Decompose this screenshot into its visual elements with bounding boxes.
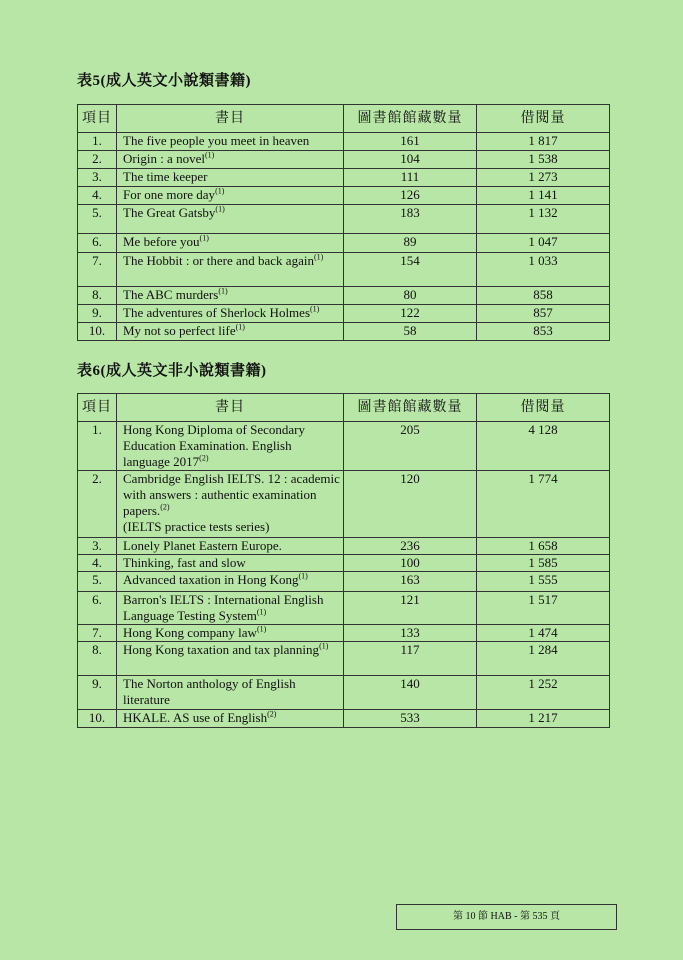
row-number: 9. [78, 676, 117, 710]
row-number: 3. [78, 169, 117, 187]
table5-adult-english-fiction [77, 104, 610, 341]
book-title: Hong Kong company law [123, 625, 257, 640]
table-row [78, 205, 610, 234]
loan-count: 1 774 [477, 471, 610, 538]
table-row [78, 234, 610, 253]
book-title-cell [117, 625, 344, 642]
table-row [78, 676, 610, 710]
book-title-cell [117, 253, 344, 287]
book-title: The Great Gatsby [123, 205, 216, 220]
table-row [78, 625, 610, 642]
col-header-item: 項目 [78, 105, 117, 133]
footnote-marker: (1) [319, 641, 329, 651]
holdings-count: 126 [344, 187, 477, 205]
row-number: 8. [78, 642, 117, 676]
col-header-title: 書目 [117, 105, 344, 133]
holdings-count: 89 [344, 234, 477, 253]
footnote-marker: (1) [215, 204, 225, 214]
holdings-count: 120 [344, 471, 477, 538]
loan-count: 1 284 [477, 642, 610, 676]
book-title: Barron's IELTS : International English Language Testing System [123, 592, 324, 623]
footnote-marker: (1) [313, 252, 324, 262]
row-number: 1. [78, 422, 117, 471]
table5-body [78, 133, 610, 341]
holdings-count: 121 [344, 592, 477, 625]
book-title-cell [117, 592, 344, 625]
footnote-marker: (1) [256, 624, 267, 634]
table6-body [78, 422, 610, 728]
footnote-marker: (1) [199, 233, 209, 243]
book-title: Advanced taxation in Hong Kong [123, 572, 299, 587]
holdings-count: 163 [344, 572, 477, 592]
table-row [78, 253, 610, 287]
row-number: 9. [78, 305, 117, 323]
book-title-cell [117, 234, 344, 253]
row-number: 10. [78, 323, 117, 341]
table-row [78, 592, 610, 625]
holdings-count: 183 [344, 205, 477, 234]
row-number: 6. [78, 592, 117, 625]
book-title: Hong Kong Diploma of Secondary Education Examination. English language 2017 [123, 422, 305, 469]
col-header-title: 書目 [117, 394, 344, 422]
holdings-count: 111 [344, 169, 477, 187]
col-header-loans: 借閱量 [477, 105, 610, 133]
loan-count: 1 252 [477, 676, 610, 710]
loan-count: 1 585 [477, 555, 610, 572]
holdings-count: 205 [344, 422, 477, 471]
row-number: 6. [78, 234, 117, 253]
row-number: 1. [78, 133, 117, 151]
book-title-cell [117, 169, 344, 187]
loan-count: 1 033 [477, 253, 610, 287]
table6-header-row [78, 394, 610, 422]
book-series: (IELTS practice tests series) [123, 519, 270, 534]
table-row [78, 538, 610, 555]
footnote-marker: (1) [235, 322, 245, 332]
book-title-cell [117, 538, 344, 555]
table6-heading: 表6(成人英文非小說類書籍) [77, 363, 267, 379]
book-title: HKALE. AS use of English [123, 710, 268, 725]
book-title: Hong Kong taxation and tax planning [123, 642, 320, 657]
row-number: 2. [78, 151, 117, 169]
holdings-count: 161 [344, 133, 477, 151]
footnote-marker: (2) [160, 502, 170, 512]
holdings-count: 140 [344, 676, 477, 710]
table-row [78, 187, 610, 205]
holdings-count: 133 [344, 625, 477, 642]
book-title-cell [117, 572, 344, 592]
table-row [78, 555, 610, 572]
loan-count: 1 658 [477, 538, 610, 555]
loan-count: 857 [477, 305, 610, 323]
footnote-marker: (1) [256, 607, 267, 617]
page-footer: 第 10 節 HAB - 第 535 頁 [396, 904, 617, 930]
book-title-cell [117, 676, 344, 710]
loan-count: 4 128 [477, 422, 610, 471]
book-title: Me before you [123, 234, 200, 249]
book-title-cell [117, 133, 344, 151]
table5-heading: 表5(成人英文小說類書籍) [77, 73, 251, 89]
book-title-cell [117, 205, 344, 234]
footnote-marker: (1) [298, 571, 308, 581]
row-number: 8. [78, 287, 117, 305]
row-number: 10. [78, 710, 117, 728]
loan-count: 1 132 [477, 205, 610, 234]
book-title: The Hobbit : or there and back again [123, 253, 314, 268]
book-title-cell [117, 422, 344, 471]
loan-count: 1 141 [477, 187, 610, 205]
holdings-count: 236 [344, 538, 477, 555]
table6-adult-english-nonfiction [77, 393, 610, 728]
book-title-cell [117, 287, 344, 305]
loan-count: 858 [477, 287, 610, 305]
col-header-loans: 借閱量 [477, 394, 610, 422]
row-number: 7. [78, 253, 117, 287]
loan-count: 1 555 [477, 572, 610, 592]
book-title: The time keeper [123, 169, 208, 184]
table-row [78, 305, 610, 323]
row-number: 3. [78, 538, 117, 555]
footnote-marker: (2) [267, 709, 277, 719]
book-title-cell [117, 710, 344, 728]
holdings-count: 122 [344, 305, 477, 323]
loan-count: 1 047 [477, 234, 610, 253]
loan-count: 1 474 [477, 625, 610, 642]
table-row [78, 133, 610, 151]
book-title-cell [117, 187, 344, 205]
book-title-cell [117, 471, 344, 538]
row-number: 5. [78, 572, 117, 592]
holdings-count: 154 [344, 253, 477, 287]
col-header-holdings: 圖書館館藏數量 [344, 105, 477, 133]
loan-count: 1 273 [477, 169, 610, 187]
loan-count: 1 538 [477, 151, 610, 169]
book-title: The ABC murders [123, 287, 219, 302]
holdings-count: 100 [344, 555, 477, 572]
table5-header-row [78, 105, 610, 133]
row-number: 4. [78, 187, 117, 205]
book-title-cell [117, 642, 344, 676]
holdings-count: 117 [344, 642, 477, 676]
book-title: For one more day [123, 187, 216, 202]
holdings-count: 533 [344, 710, 477, 728]
book-title-cell [117, 323, 344, 341]
table-row [78, 710, 610, 728]
book-title-cell [117, 305, 344, 323]
loan-count: 1 217 [477, 710, 610, 728]
book-title: Thinking, fast and slow [123, 555, 246, 570]
footnote-marker: (1) [218, 286, 228, 296]
loan-count: 1 517 [477, 592, 610, 625]
footnote-marker: (2) [199, 453, 209, 463]
book-title-cell [117, 151, 344, 169]
holdings-count: 80 [344, 287, 477, 305]
table-row [78, 572, 610, 592]
table-row [78, 642, 610, 676]
row-number: 4. [78, 555, 117, 572]
row-number: 7. [78, 625, 117, 642]
table-row [78, 471, 610, 538]
footnote-marker: (1) [310, 304, 320, 314]
footnote-marker: (1) [215, 186, 225, 196]
book-title: Cambridge English IELTS. 12 : academic with answers : authentic examination papers. [123, 471, 340, 518]
book-title: My not so perfect life [123, 323, 236, 338]
table-row [78, 422, 610, 471]
table-row [78, 287, 610, 305]
holdings-count: 104 [344, 151, 477, 169]
table-row [78, 151, 610, 169]
col-header-item: 項目 [78, 394, 117, 422]
col-header-holdings: 圖書館館藏數量 [344, 394, 477, 422]
row-number: 2. [78, 471, 117, 538]
book-title: Lonely Planet Eastern Europe. [123, 538, 282, 553]
footnote-marker: (1) [204, 150, 215, 160]
holdings-count: 58 [344, 323, 477, 341]
loan-count: 853 [477, 323, 610, 341]
book-title: The adventures of Sherlock Holmes [123, 305, 311, 320]
book-title: The five people you meet in heaven [123, 133, 310, 148]
table-row [78, 169, 610, 187]
book-title: Origin : a novel [123, 151, 205, 166]
table-row [78, 323, 610, 341]
loan-count: 1 817 [477, 133, 610, 151]
row-number: 5. [78, 205, 117, 234]
book-title-cell [117, 555, 344, 572]
book-title: The Norton anthology of English literature [123, 676, 296, 707]
